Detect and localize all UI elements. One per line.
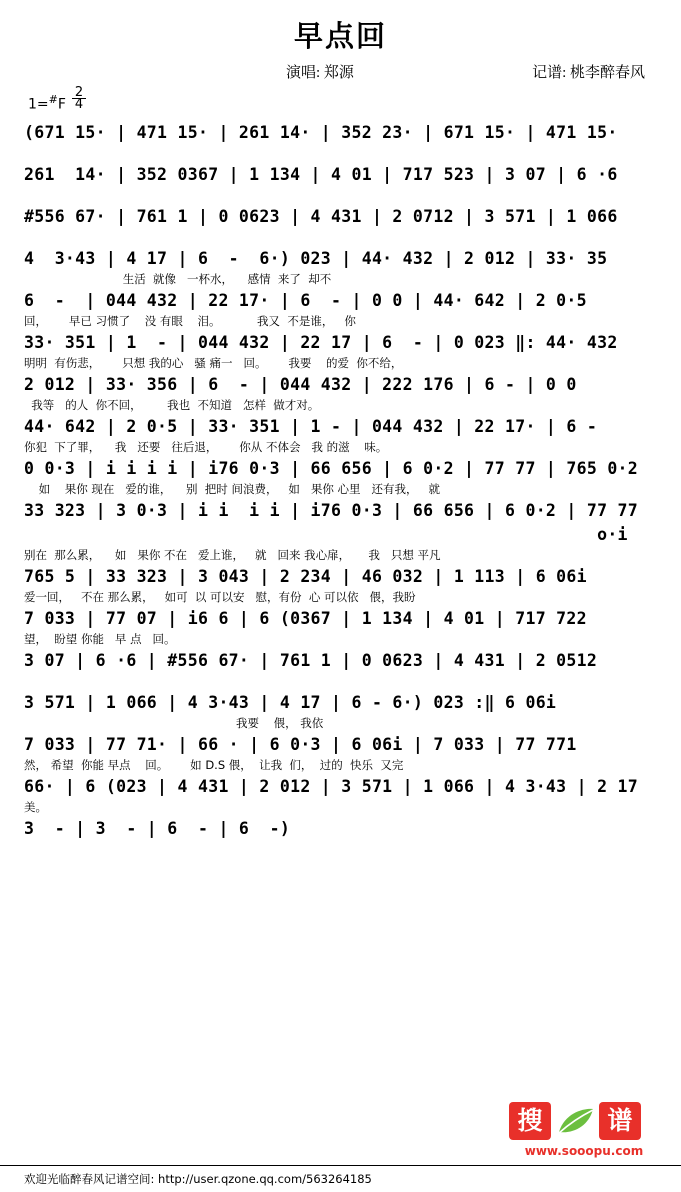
note-row: 6 - | 044 432 | 22 17· | 6 - | 0 0 | 44· 642 | 2 0·5 [24, 291, 587, 310]
logo-box [509, 1102, 659, 1142]
page-footer [0, 1165, 681, 1192]
staff-line [24, 607, 657, 647]
lyric-row: 如 果你 现在 爱的谁， 别 把时 间浪费， 如 果你 心里 还有我， 就 [24, 482, 440, 496]
note-row: 66· | 6 (023 | 4 431 | 2 012 | 3 571 | 1 066 | 4 3·43 | 2 17 [24, 777, 639, 796]
note-row: 3 07 | 6 ·6 | #556 67· | 761 1 | 0 0623 | 4 431 | 2 0512 [24, 651, 598, 670]
staff-line [24, 121, 657, 161]
time-denominator: 4 [72, 98, 86, 110]
note-row: 7 033 | 77 71· | 66 · | 6 0·3 | 6 06i | 7 033 | 77 771 [24, 735, 577, 754]
scorer-credit: 记谱: 桃李醉春风 [532, 65, 645, 81]
lyric-row: 然， 希望 你能 早点 回。 如 D.S 偎， 让我 们， 过的 快乐 又完 [24, 758, 404, 772]
lyric-row: 望， 盼望 你能 早 点 回。 [24, 632, 176, 646]
note-row-extension: o·i [24, 525, 628, 544]
note-row: 33· 351 | 1 - | 044 432 | 22 17 | 6 - | 0 023 ‖: 44· 432 [24, 333, 618, 352]
staff-line [24, 205, 657, 245]
lyric-row [24, 145, 657, 161]
staff-line [24, 733, 657, 773]
sheet-music-page [0, 14, 681, 1192]
lyric-row: 别在 那么累， 如 果你 不在 爱上谁， 就 回来 我心扉， 我 只想 平凡 [24, 548, 441, 562]
leaf-icon [555, 1106, 595, 1136]
lyric-row [24, 229, 657, 245]
site-logo[interactable] [509, 1102, 659, 1158]
note-row: 765 5 | 33 323 | 3 043 | 2 234 | 46 032 | 1 113 | 6 06i [24, 567, 587, 586]
staff-line [24, 373, 657, 413]
note-row: 261 14· | 352 0367 | 1 134 | 4 01 | 717 523 | 3 07 | 6 ·6 [24, 165, 618, 184]
note-row: (671 15· | 471 15· | 261 14· | 352 23· | 671 15· | 471 15· [24, 123, 618, 142]
note-row: 33 323 | 3 0·3 | i i i i | i76 0·3 | 66 656 | 6 0·2 | 77 77 [24, 501, 639, 520]
lyric-row [24, 187, 657, 203]
note-row: #556 67· | 761 1 | 0 0623 | 4 431 | 2 0712 | 3 571 | 1 066 [24, 207, 618, 226]
lyric-row: 我等 的人 你不回， 我也 不知道 怎样 做才对。 [24, 398, 320, 412]
staff-line [24, 691, 657, 731]
staff-line [24, 289, 657, 329]
staff-line [24, 565, 657, 605]
lyric-row: 你犯 下了罪， 我 还要 往后退， 你从 不体会 我 的滋 味。 [24, 440, 388, 454]
lyric-row: 我要 偎， 我依 [24, 716, 324, 730]
staff-line [24, 247, 657, 287]
staff-line [24, 457, 657, 497]
lyric-row [24, 673, 657, 689]
key-label: 1= [28, 96, 49, 113]
note-row: 3 - | 3 - | 6 - | 6 -) [24, 819, 291, 838]
key-signature [28, 93, 66, 113]
lyric-row: 明明 有伤悲， 只想 我的心 骚 痛一 回。 我要 的爱 你不给， [24, 356, 403, 370]
staff-line [24, 499, 657, 563]
lyric-row: 生活 就像 一杯水， 感情 来了 却不 [24, 272, 332, 286]
footer-text[interactable]: 欢迎光临醉春风记谱空间: http://user.qzone.qq.com/563264185 [24, 1172, 372, 1186]
key-letter: F [57, 96, 66, 113]
staff-line [24, 415, 657, 455]
score-meta [0, 85, 681, 115]
time-signature [72, 87, 86, 110]
note-row: 7 033 | 77 07 | i6 6 | 6 (0367 | 1 134 | 4 01 | 717 722 [24, 609, 587, 628]
lyric-row [24, 841, 657, 857]
note-row: 44· 642 | 2 0·5 | 33· 351 | 1 - | 044 432 | 22 17· | 6 - [24, 417, 598, 436]
key-accidental: # [48, 93, 58, 106]
lyric-row: 回， 早已 习惯了 没 有眼 泪。 我又 不是谁， 你 [24, 314, 356, 328]
page-title: 早点回 [293, 19, 387, 53]
singer-credit: 演唱: 郑源 [286, 65, 354, 81]
staff-line [24, 775, 657, 815]
time-numerator: 2 [74, 85, 84, 100]
staff-line [24, 817, 657, 857]
note-row: 3 571 | 1 066 | 4 3·43 | 4 17 | 6 - 6·) 023 :‖ 6 06i [24, 693, 557, 712]
logo-char-pu: 谱 [599, 1102, 641, 1140]
logo-char-sou: 搜 [509, 1102, 551, 1140]
lyric-row: 美。 [24, 800, 47, 814]
note-row: 4 3·43 | 4 17 | 6 - 6·) 023 | 44· 432 | 2 012 | 33· 35 [24, 249, 608, 268]
note-row: 2 012 | 33· 356 | 6 - | 044 432 | 222 176 | 6 - | 0 0 [24, 375, 577, 394]
note-row: 0 0·3 | i i i i | i76 0·3 | 66 656 | 6 0·2 | 77 77 | 765 0·2 [24, 459, 639, 478]
staff-line [24, 163, 657, 203]
logo-url[interactable]: www.sooopu.com [524, 1144, 644, 1158]
lyric-row: 爱一回， 不在 那么累， 如可 以 可以安 慰，有份 心 可以依 偎，我盼 [24, 590, 416, 604]
credits [0, 59, 681, 87]
staff-container [24, 121, 657, 857]
staff-line [24, 649, 657, 689]
staff-line [24, 331, 657, 371]
